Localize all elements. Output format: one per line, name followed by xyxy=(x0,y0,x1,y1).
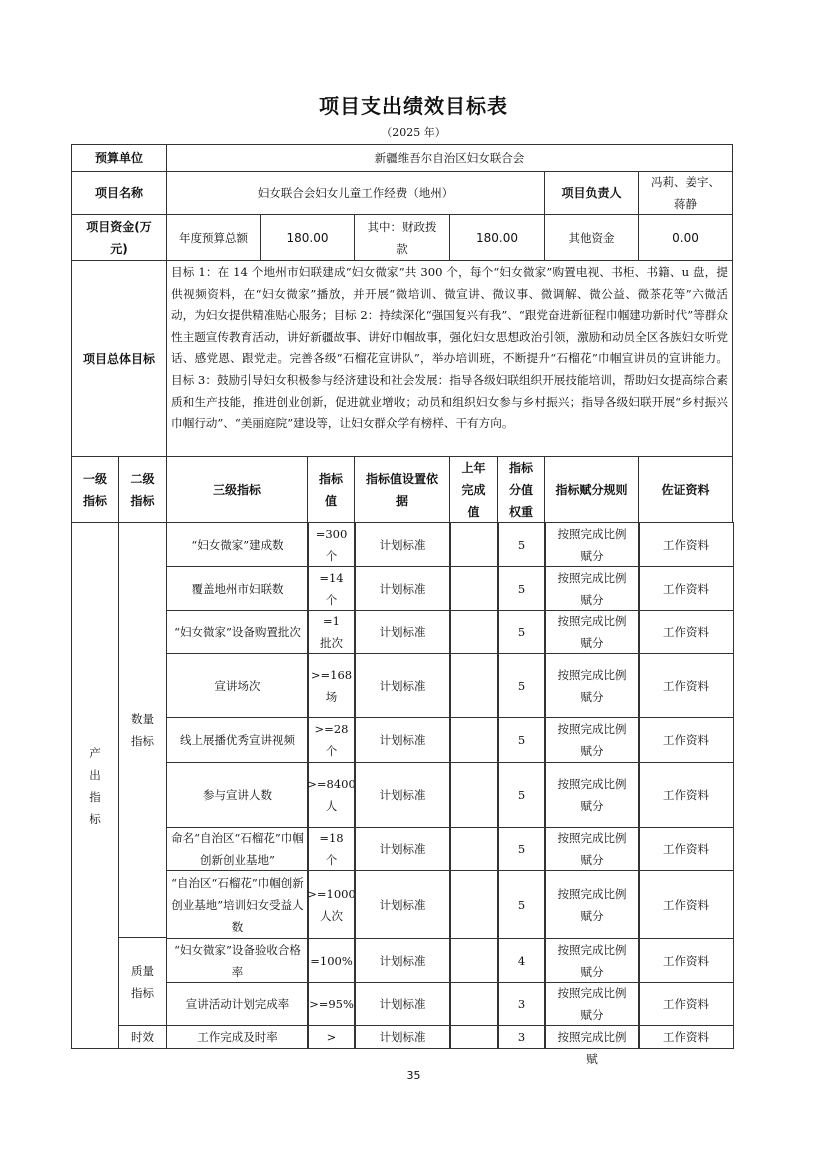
indicator-value: =1 批次 xyxy=(307,610,356,654)
indicator-basis: 计划标准 xyxy=(354,762,451,828)
indicator-rule: 按照完成比例赋分 xyxy=(544,982,640,1026)
other-funds-value: 0.00 xyxy=(638,214,733,261)
indicator-name: “妇女微家”设备购置批次 xyxy=(166,610,309,654)
indicator-basis: 计划标准 xyxy=(354,827,451,871)
indicator-rule: 按照完成比例赋分 xyxy=(544,717,640,763)
indicator-evidence: 工作资料 xyxy=(638,566,734,611)
indicator-last-year xyxy=(449,653,499,718)
indicator-weight: 5 xyxy=(497,610,546,654)
col-header-value: 指标值 xyxy=(307,456,355,523)
indicator-rule: 按照完成比例赋分 xyxy=(544,938,640,983)
col-header-evidence: 佐证资料 xyxy=(638,456,733,523)
col-header-weight: 指标分值权重 xyxy=(497,456,545,523)
indicator-rule: 按照完成比例赋分 xyxy=(544,762,640,828)
goal-text: 目标 1：在 14 个地州市妇联建成“妇女微家”共 300 个，每个“妇女微家”购置电视、书柜、书籍、u 盘，提供视频资料，在“妇女微家”播放，并开展“微培训、微宣讲、微议事、微调解、微公益、微茶花等”六微活动，为妇女提供精准贴心服务；目标 2：持续深化“强国复兴有我”、“跟党奋进新征程巾帼建功新时代”等群众性主题宣传教育活动，讲好新疆故事、讲好巾帼故事，强化妇女思想政治引领，激励和动员全区各族妇女听党话、感党恩、跟党走。完善各级“石榴花宣讲队”，举办培训班，不断提升“石榴花”巾帼宣讲员的宣讲能力。目标 3：鼓励引导妇女积极参与经济建设和社会发展：指导各级妇联组织开展技能培训，帮助妇女提高综合素质和生产技能，推进创业创新，促进就业增收；动员和组织妇女参与乡村振兴；指导各级妇联开展“乡村振兴巾帼行动”、“美丽庭院”建设等，让妇女群众学有榜样、干有方向。 xyxy=(166,260,733,457)
indicator-basis: 计划标准 xyxy=(354,610,451,654)
indicator-last-year xyxy=(449,870,499,939)
indicator-value: =18 个 xyxy=(307,827,356,871)
indicator-evidence: 工作资料 xyxy=(638,762,734,828)
indicator-value: =300个 xyxy=(307,522,356,567)
indicator-value: > xyxy=(307,1025,356,1049)
indicator-rule: 按照完成比例赋分 xyxy=(544,827,640,871)
indicator-rule: 按照完成比例赋分 xyxy=(544,566,640,611)
indicator-basis: 计划标准 xyxy=(354,938,451,983)
indicator-basis: 计划标准 xyxy=(354,522,451,567)
indicator-rule: 按照完成比例赋分 xyxy=(544,653,640,718)
col-header-basis: 指标值设置依据 xyxy=(354,456,450,523)
indicator-name: “自治区“石榴花”巾帼创新创业基地”培训妇女受益人数 xyxy=(166,870,309,939)
indicator-value: >=168场 xyxy=(307,653,356,718)
indicator-last-year xyxy=(449,762,499,828)
indicator-evidence: 工作资料 xyxy=(638,653,734,718)
indicator-last-year xyxy=(449,938,499,983)
col-header-level2: 二级指标 xyxy=(118,456,167,523)
budget-unit-label: 预算单位 xyxy=(71,144,167,172)
indicator-name: 覆盖地州市妇联数 xyxy=(166,566,309,611)
indicator-weight: 5 xyxy=(497,522,546,567)
project-name-label: 项目名称 xyxy=(71,171,167,215)
leader-value: 冯莉、姜宇、蒋静 xyxy=(638,171,733,215)
indicator-weight: 5 xyxy=(497,870,546,939)
indicator-basis: 计划标准 xyxy=(354,1025,451,1049)
indicator-evidence: 工作资料 xyxy=(638,938,734,983)
level2-quality: 质量指标 xyxy=(118,937,167,1026)
funds-label: 项目资金(万元) xyxy=(71,214,167,261)
indicator-evidence: 工作资料 xyxy=(638,982,734,1026)
indicator-name: 宣讲活动计划完成率 xyxy=(166,982,309,1026)
other-funds-label: 其他资金 xyxy=(544,214,639,261)
indicator-name: 工作完成及时率 xyxy=(166,1025,309,1049)
fiscal-label: 其中：财政拨款 xyxy=(354,214,450,261)
col-header-level1: 一级指标 xyxy=(71,456,119,523)
indicator-weight: 5 xyxy=(497,827,546,871)
indicator-value: >=28个 xyxy=(307,717,356,763)
leader-label: 项目负责人 xyxy=(544,171,639,215)
indicator-name: 线上展播优秀宣讲视频 xyxy=(166,717,309,763)
indicator-basis: 计划标准 xyxy=(354,870,451,939)
indicator-basis: 计划标准 xyxy=(354,566,451,611)
page-title: 项目支出绩效目标表 xyxy=(319,94,508,118)
page-number: 35 xyxy=(406,1069,421,1082)
indicator-name: 命名“自治区“石榴花”巾帼创新创业基地” xyxy=(166,827,309,871)
year-subtitle: （2025 年） xyxy=(381,126,446,139)
indicator-name: “妇女微家”设备验收合格率 xyxy=(166,938,309,983)
indicator-basis: 计划标准 xyxy=(354,717,451,763)
indicator-name: 宣讲场次 xyxy=(166,653,309,718)
indicator-last-year xyxy=(449,1025,499,1049)
level1-output: 产出指标 xyxy=(71,522,119,1049)
indicator-evidence: 工作资料 xyxy=(638,870,734,939)
indicator-value: >=8400人 xyxy=(307,762,356,828)
indicator-value: >=1000人次 xyxy=(307,870,356,939)
budget-unit-value: 新疆维吾尔自治区妇女联合会 xyxy=(166,144,733,172)
indicator-weight: 5 xyxy=(497,762,546,828)
annual-total-label: 年度预算总额 xyxy=(166,214,261,261)
indicator-rule: 按照完成比例赋分 xyxy=(544,870,640,939)
indicator-basis: 计划标准 xyxy=(354,653,451,718)
indicator-name: 参与宣讲人数 xyxy=(166,762,309,828)
indicator-evidence: 工作资料 xyxy=(638,522,734,567)
indicator-weight: 3 xyxy=(497,1025,546,1049)
indicator-weight: 3 xyxy=(497,982,546,1026)
indicator-value: =100% xyxy=(307,938,356,983)
indicator-evidence: 工作资料 xyxy=(638,717,734,763)
level2-timeliness: 时效 xyxy=(118,1025,167,1049)
indicator-name: “妇女微家”建成数 xyxy=(166,522,309,567)
indicator-evidence: 工作资料 xyxy=(638,827,734,871)
project-name-value: 妇女联合会妇女儿童工作经费（地州） xyxy=(166,171,545,215)
indicator-last-year xyxy=(449,717,499,763)
indicator-weight: 4 xyxy=(497,938,546,983)
indicator-rule: 按照完成比例赋分 xyxy=(544,610,640,654)
level2-quantity: 数量指标 xyxy=(118,522,167,938)
indicator-last-year xyxy=(449,566,499,611)
col-header-rule: 指标赋分规则 xyxy=(544,456,639,523)
indicator-evidence: 工作资料 xyxy=(638,1025,734,1049)
indicator-value: >=95% xyxy=(307,982,356,1026)
indicator-last-year xyxy=(449,522,499,567)
goal-label: 项目总体目标 xyxy=(71,260,167,457)
fiscal-value: 180.00 xyxy=(449,214,545,261)
annual-total-value: 180.00 xyxy=(260,214,355,261)
indicator-basis: 计划标准 xyxy=(354,982,451,1026)
indicator-evidence: 工作资料 xyxy=(638,610,734,654)
col-header-level3: 三级指标 xyxy=(166,456,308,523)
indicator-last-year xyxy=(449,827,499,871)
indicator-weight: 5 xyxy=(497,566,546,611)
indicator-weight: 5 xyxy=(497,653,546,718)
indicator-last-year xyxy=(449,610,499,654)
col-header-last-year: 上年完成值 xyxy=(449,456,498,523)
indicator-rule: 按照完成比例赋 xyxy=(544,1025,640,1049)
indicator-value: =14 个 xyxy=(307,566,356,611)
indicator-last-year xyxy=(449,982,499,1026)
indicator-rule: 按照完成比例赋分 xyxy=(544,522,640,567)
indicator-weight: 5 xyxy=(497,717,546,763)
